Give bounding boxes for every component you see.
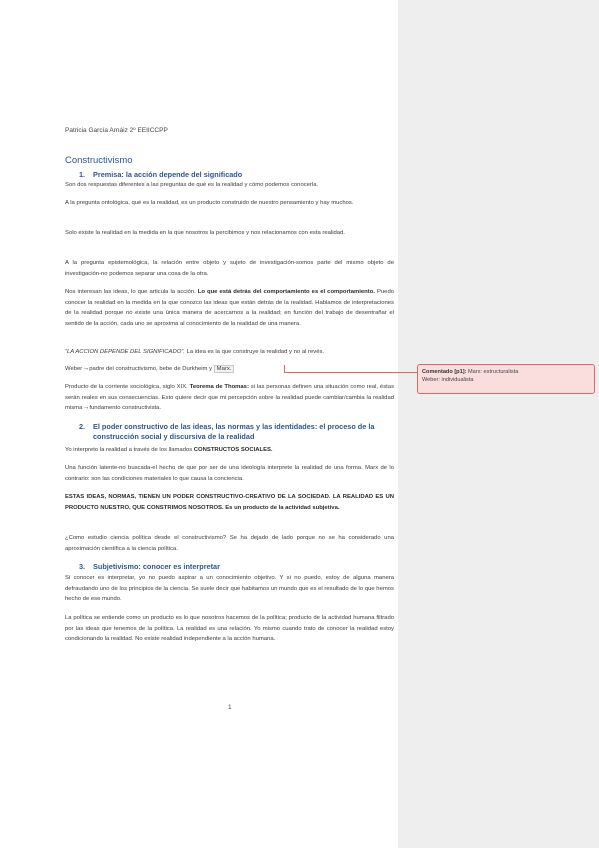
document-title: Constructivismo	[65, 155, 133, 166]
heading-3: 3. Subjetivismo: conocer es interpretar	[79, 562, 220, 571]
comment-anchor[interactable]: Marx.	[214, 365, 235, 373]
paragraph-6: “LA ACCION DEPENDE DEL SIGNIFICADO”. La idea es la que construye la realidad y no al revés.	[65, 349, 325, 355]
markup-pane	[398, 0, 599, 848]
paragraph-8: Producto de la corriente sociológica, siglo XIX. Teorema de Thomas: si las personas definen una situación como real, éstas serán reales en sus consecuencias. Esto quiere decir que mi percepción sobre la realidad puede cambiar/cambia la realidad misma→fundamento constructivista.	[65, 384, 395, 412]
paragraph-12: ¿Como estudio ciencia política desde el constructivismo? Se ha dejado de lado porque no se ha considerado una aproximación científica a la ciencia política.	[65, 535, 394, 552]
comment-text: Marx: estructuralista	[468, 369, 519, 375]
comment-connector	[284, 372, 417, 373]
arrow-icon: →	[82, 404, 90, 412]
paragraph-2: A la pregunta ontológica, qué es la realidad, es un producto construido de nuestro pensamiento y hay muchos.	[65, 200, 354, 206]
paragraph-9: Yo interpreto la realidad a través de los llamados CONSTRUCTOS SOCIALES.	[65, 447, 273, 453]
paragraph-5: Nos interesan las ideas, lo que articula la acción. Lo que está detrás del comportamiento es el comportamiento. Puedo conocer la realidad en la medida en la que conozco las ideas que están detrás de la realidad. Hablamos de interpretaciones de la realidad porque no existe una única manera de acercarnos a la realidad; en función del trabajo de desentrañar el sentido de la acción, cada uno se aproxima al conocimiento de la realidad de una manera.	[65, 289, 395, 327]
arrow-icon: →	[82, 365, 90, 372]
paragraph-14: La política se entiende como un producto es lo que nosotros hacemos de la política; producto de la actividad humana filtrado por las ideas que tenemos de la política. La realidad es una relación. Yo mismo cuando trato de conocer la realidad estoy condicionando la realidad. No existe realidad independiente a la acción humana.	[65, 615, 394, 643]
paragraph-11: ESTAS IDEAS, NORMAS, TIENEN UN PODER CONSTRUCTIVO-CREATIVO DE LA SOCIEDAD. LA REALIDAD ES UN PRODUCTO NUESTRO, QUE CONSTRIMOS NOSOTROS. Es un producto de la actividad subjetiva.	[65, 494, 394, 511]
comment-text: Weber: individualista	[422, 377, 474, 384]
paragraph-13: Si conocer es interpretar, yo no puedo aspirar a un conocimiento objetivo. Y si no puedo, estoy de alguna manera defraudando uno de los principios de la ciencia. Se suele decir que habitamos un mundo que es el resultado de lo que hemos hecho de ese mundo.	[65, 575, 394, 603]
paragraph-7: Weber→padre del constructivismo, bebe de Durkheim y Marx.	[65, 364, 394, 375]
author-line: Patricia García Arnáiz 2º EEIICCPP	[65, 127, 168, 134]
heading-1: 1. Premisa: la acción depende del significado	[79, 170, 243, 179]
comment-balloon[interactable]	[417, 364, 595, 394]
paragraph-4: A la pregunta epistemológica, la relación entre objeto y sujeto de investigación-somos parte del mismo objeto de investigación-no podemos separar una cosa de la otra.	[65, 260, 394, 277]
paragraph-10: Una función latente-no buscada-el hecho de que por ser de una ideología interprete la realidad de una forma. Marx de lo contrario: son las condiciones materiales lo que causa la conciencia.	[65, 465, 394, 482]
heading-2: 2. El poder constructivo de las ideas, las normas y las identidades: el proceso de la construcción social y discursiva de la realidad	[79, 422, 375, 441]
comment-label: Comentado [p1]:	[422, 369, 467, 375]
page-number: 1	[228, 704, 232, 711]
paragraph-3: Solo existe la realidad en la medida en la que nosotros la percibimos y nos relacionamos con esta realidad.	[65, 230, 345, 236]
paragraph-1: Son dos respuestas diferentes a las preguntas de qué es la realidad y cómo podemos conocerla.	[65, 182, 319, 188]
